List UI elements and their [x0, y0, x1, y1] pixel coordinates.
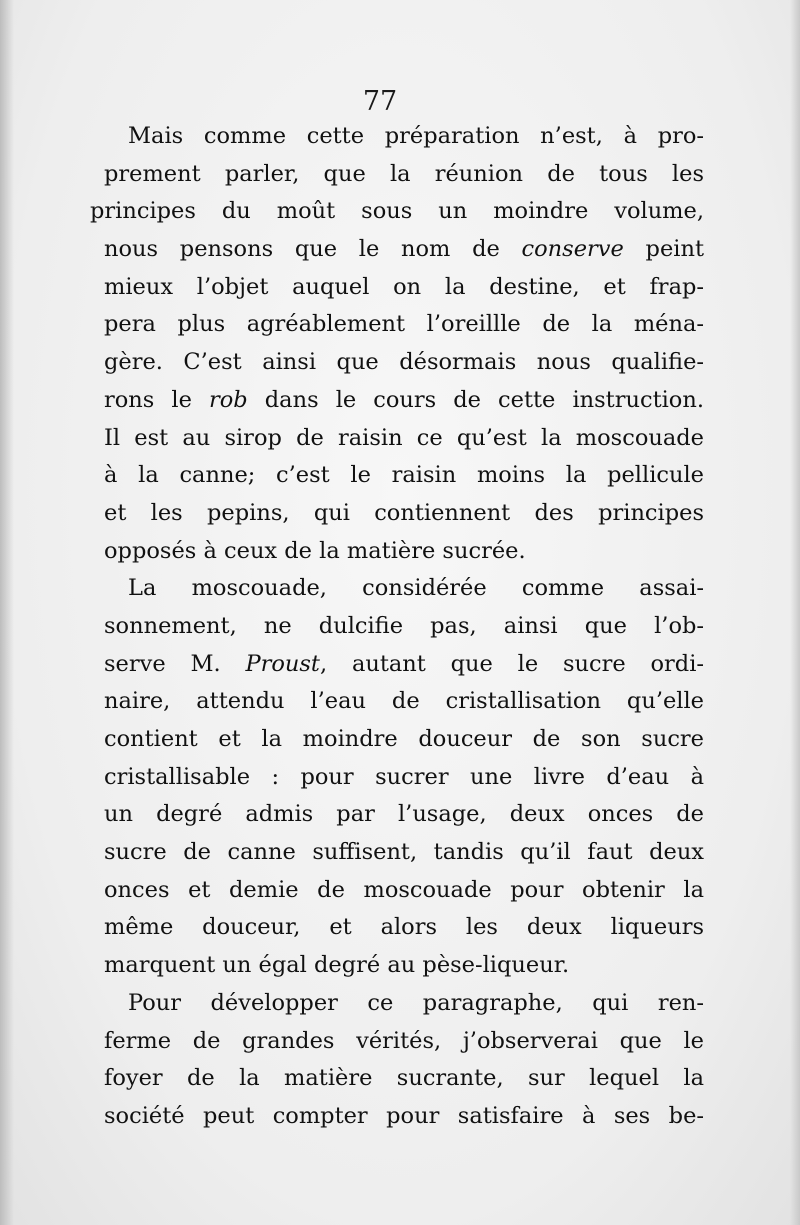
page-number: 77	[362, 86, 398, 117]
body-text	[90, 118, 704, 1136]
italic-term: conserve	[521, 236, 624, 263]
text-line: sucre de canne suffisent, tandis qu’il faut deux	[104, 839, 704, 866]
text-line: à la canne; c’est le raisin moins la pellicule	[104, 462, 704, 489]
text-line: mieux l’objet auquel on la destine, et frap-	[104, 273, 704, 300]
text-line: gère. C’est ainsi que désormais nous qualifie-	[104, 349, 704, 376]
italic-term: Proust	[245, 650, 320, 677]
text-line: contient et la moindre douceur de son sucre	[104, 726, 704, 752]
text-line: Pour développer ce paragraphe, qui ren-	[128, 989, 704, 1016]
text-line: principes du moût sous un moindre volume,	[90, 198, 704, 225]
page-shadow-left	[0, 0, 14, 1225]
text-line: société peut compter pour satisfaire à ses be-	[104, 1102, 704, 1129]
text-line: un degré admis par l’usage, deux onces de	[104, 801, 704, 828]
page-shadow-right	[790, 0, 800, 1225]
text-line: pera plus agréablement l’oreillle de la ména-	[104, 311, 704, 338]
text-line: et les pepins, qui contiennent des principes	[104, 499, 704, 526]
text-line: cristallisable : pour sucrer une livre d’eau à	[104, 763, 704, 790]
text-line: ferme de grandes vérités, j’observerai que le	[104, 1027, 704, 1054]
text-line: La moscouade, considérée comme assai-	[128, 575, 704, 602]
text-line: sonnement, ne dulcifie pas, ainsi que l’ob-	[104, 612, 704, 639]
text-line: rons le rob dans le cours de cette instruction.	[104, 386, 704, 413]
text-line: prement parler, que la réunion de tous les	[104, 160, 704, 187]
paragraph-end-line: marquent un égal degré au pèse-liqueur.	[104, 952, 570, 979]
text-line: onces et demie de moscouade pour obtenir la	[104, 876, 704, 903]
italic-term: rob	[208, 386, 248, 413]
paragraph-end-line: opposés à ceux de la matière sucrée.	[104, 537, 526, 564]
text-line: même douceur, et alors les deux liqueurs	[104, 914, 704, 941]
text-line: Il est au sirop de raisin ce qu’est la moscouade	[104, 424, 704, 451]
text-line: naire, attendu l’eau de cristallisation qu’elle	[104, 688, 704, 715]
text-line: serve M. Proust, autant que le sucre ordi-	[104, 650, 704, 677]
text-line: foyer de la matière sucrante, sur lequel la	[104, 1065, 704, 1092]
text-line: nous pensons que le nom de conserve peint	[104, 236, 704, 263]
text-line: Mais comme cette préparation n’est, à pro-	[128, 123, 704, 149]
